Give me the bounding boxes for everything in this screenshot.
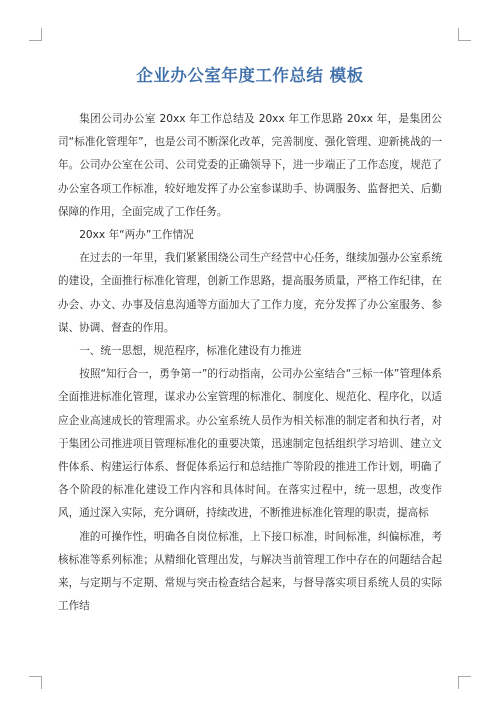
work-status-paragraph: 在过去的一年里，我们紧紧围绕公司生产经营中心任务，继续加强办公室系统的建设，全面推行标准化管理，创新工作思路，提高服务质量，严格工作纪律，在办会、办文、办事及信息沟通等方面加大了工作力度，充分发挥了办公室服务、参谋、协调、督查的作用。 <box>58 252 442 334</box>
document-body <box>58 108 442 618</box>
standardization-paragraph: 按照“知行合一，勇争第一”的行动指南，公司办公室结合“三标一体”管理体系全面推进标准化管理，谋求办公室管理的标准化、制度化、规范化、程序化，以适应企业高速成长的管理需求。办公室系统人员作为相关标准的制定者和执行者，对于集团公司推进项目管理标准化的重要决策，迅速制定包括组织学习培训、建立文件体系、构建运行体系、督促体系运行和总结推广等阶段的推进工作计划，明确了各个阶段的标准化建设工作内容和具体时间。在落实过程中，统一思想，改变作风，通过深入实际，充分调研，持续改进，不断推进标准化管理的职责，提高标 <box>58 368 442 520</box>
document-title: 企业办公室年度工作总结 模板 <box>136 66 364 85</box>
section-heading-work-status: 20xx 年“两办”工作情况 <box>79 229 194 242</box>
standardization-continuation-paragraph: 准的可操作性，明确各自岗位标准，上下接口标准，时间标准，纠偏标准，考核标准等系列标准；从精细化管理出发，与解决当前管理工作中存在的问题结合起来，与定期与不定期、常规与突击检查结合起来，与督导落实项目系统人员的实际工作结 <box>58 530 442 613</box>
crop-mark-top-left <box>29 28 42 41</box>
crop-mark-bottom-right <box>458 676 471 689</box>
crop-mark-bottom-left <box>29 676 42 689</box>
intro-paragraph: 集团公司办公室 20xx 年工作总结及 20xx 年工作思路 20xx 年，是集团公司“标准化管理年”，也是公司不断深化改革，完善制度、强化管理、迎新挑战的一年。公司办公室在公司、公司党委的正确领导下，进一步端正了工作态度，规范了办公室各项工作标准，较好地发挥了办公室参谋助手、协调服务、监督把关、后勤保障的作用，全面完成了工作任务。 <box>58 113 442 218</box>
section-heading-standardization: 一、统一思想，规范程序，标准化建设有力推进 <box>79 345 302 358</box>
crop-mark-top-right <box>458 28 471 41</box>
